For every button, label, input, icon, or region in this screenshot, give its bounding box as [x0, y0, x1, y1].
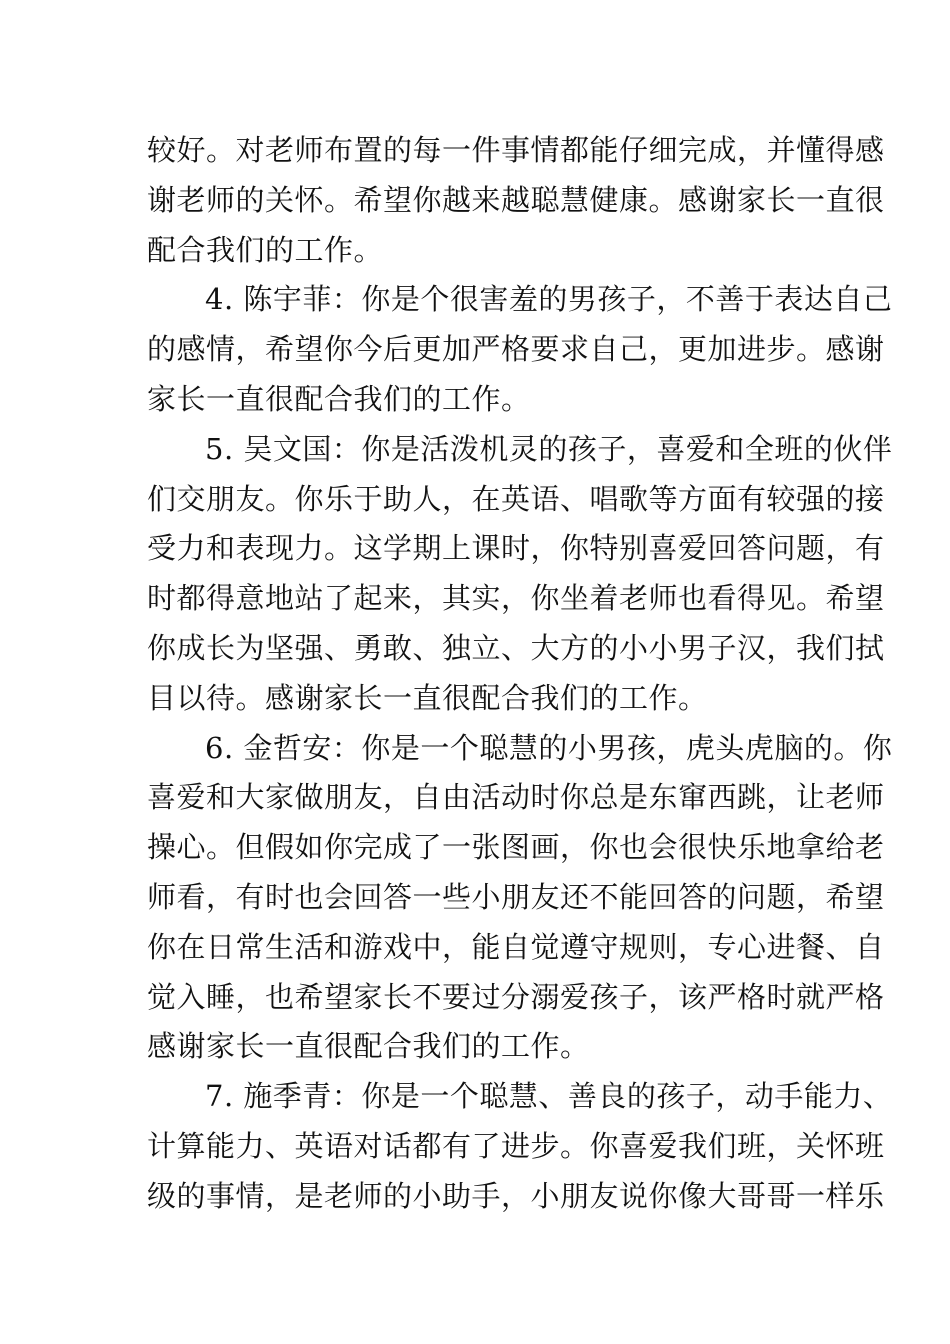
text-line: 的感情，希望你今后更加严格要求自己，更加进步。感谢	[147, 332, 885, 367]
text-line: 配合我们的工作。	[147, 232, 384, 267]
text-line: 家长一直很配合我们的工作。	[147, 381, 531, 416]
text-line: 师看，有时也会回答一些小朋友还不能回答的问题，希望	[147, 879, 885, 914]
paragraph-item-5	[147, 425, 893, 724]
text-line: 喜爱和大家做朋友，自由活动时你总是东窜西跳，让老师	[147, 780, 885, 815]
text-line: 时都得意地站了起来，其实，你坐着老师也看得见。希望	[147, 581, 885, 616]
text-line: 较好。对老师布置的每一件事情都能仔细完成，并懂得感	[147, 133, 885, 167]
text-line: 4. 陈宇菲：你是个很害羞的男孩子，不善于表达自己	[205, 282, 893, 317]
text-line: 级的事情，是老师的小助手，小朋友说你像大哥哥一样乐	[147, 1178, 885, 1213]
text-line: 5. 吴文国：你是活泼机灵的孩子，喜爱和全班的伙伴	[205, 431, 893, 466]
document-body	[147, 126, 893, 1222]
text-line: 6. 金哲安：你是一个聪慧的小男孩，虎头虎脑的。你	[205, 730, 893, 765]
text-line: 你成长为坚强、勇敢、独立、大方的小小男子汉，我们拭	[147, 630, 885, 665]
paragraph-continued	[147, 126, 885, 275]
text-line: 操心。但假如你完成了一张图画，你也会很快乐地拿给老	[147, 830, 885, 865]
text-line: 感谢家长一直很配合我们的工作。	[147, 1029, 590, 1064]
text-line: 目以待。感谢家长一直很配合我们的工作。	[147, 680, 708, 715]
text-line: 觉入睡，也希望家长不要过分溺爱孩子，该严格时就严格	[147, 979, 885, 1014]
text-line: 你在日常生活和游戏中，能自觉遵守规则，专心进餐、自	[147, 929, 885, 964]
paragraph-item-7	[147, 1072, 893, 1221]
text-line: 受力和表现力。这学期上课时，你特别喜爱回答问题，有	[147, 531, 885, 566]
paragraph-item-6	[147, 724, 893, 1073]
paragraph-item-4	[147, 275, 893, 424]
text-line: 7. 施季青：你是一个聪慧、善良的孩子，动手能力、	[205, 1079, 893, 1114]
text-line: 们交朋友。你乐于助人，在英语、唱歌等方面有较强的接	[147, 481, 885, 516]
text-line: 谢老师的关怀。希望你越来越聪慧健康。感谢家长一直很	[147, 182, 885, 217]
text-line: 计算能力、英语对话都有了进步。你喜爱我们班，关怀班	[147, 1128, 885, 1163]
